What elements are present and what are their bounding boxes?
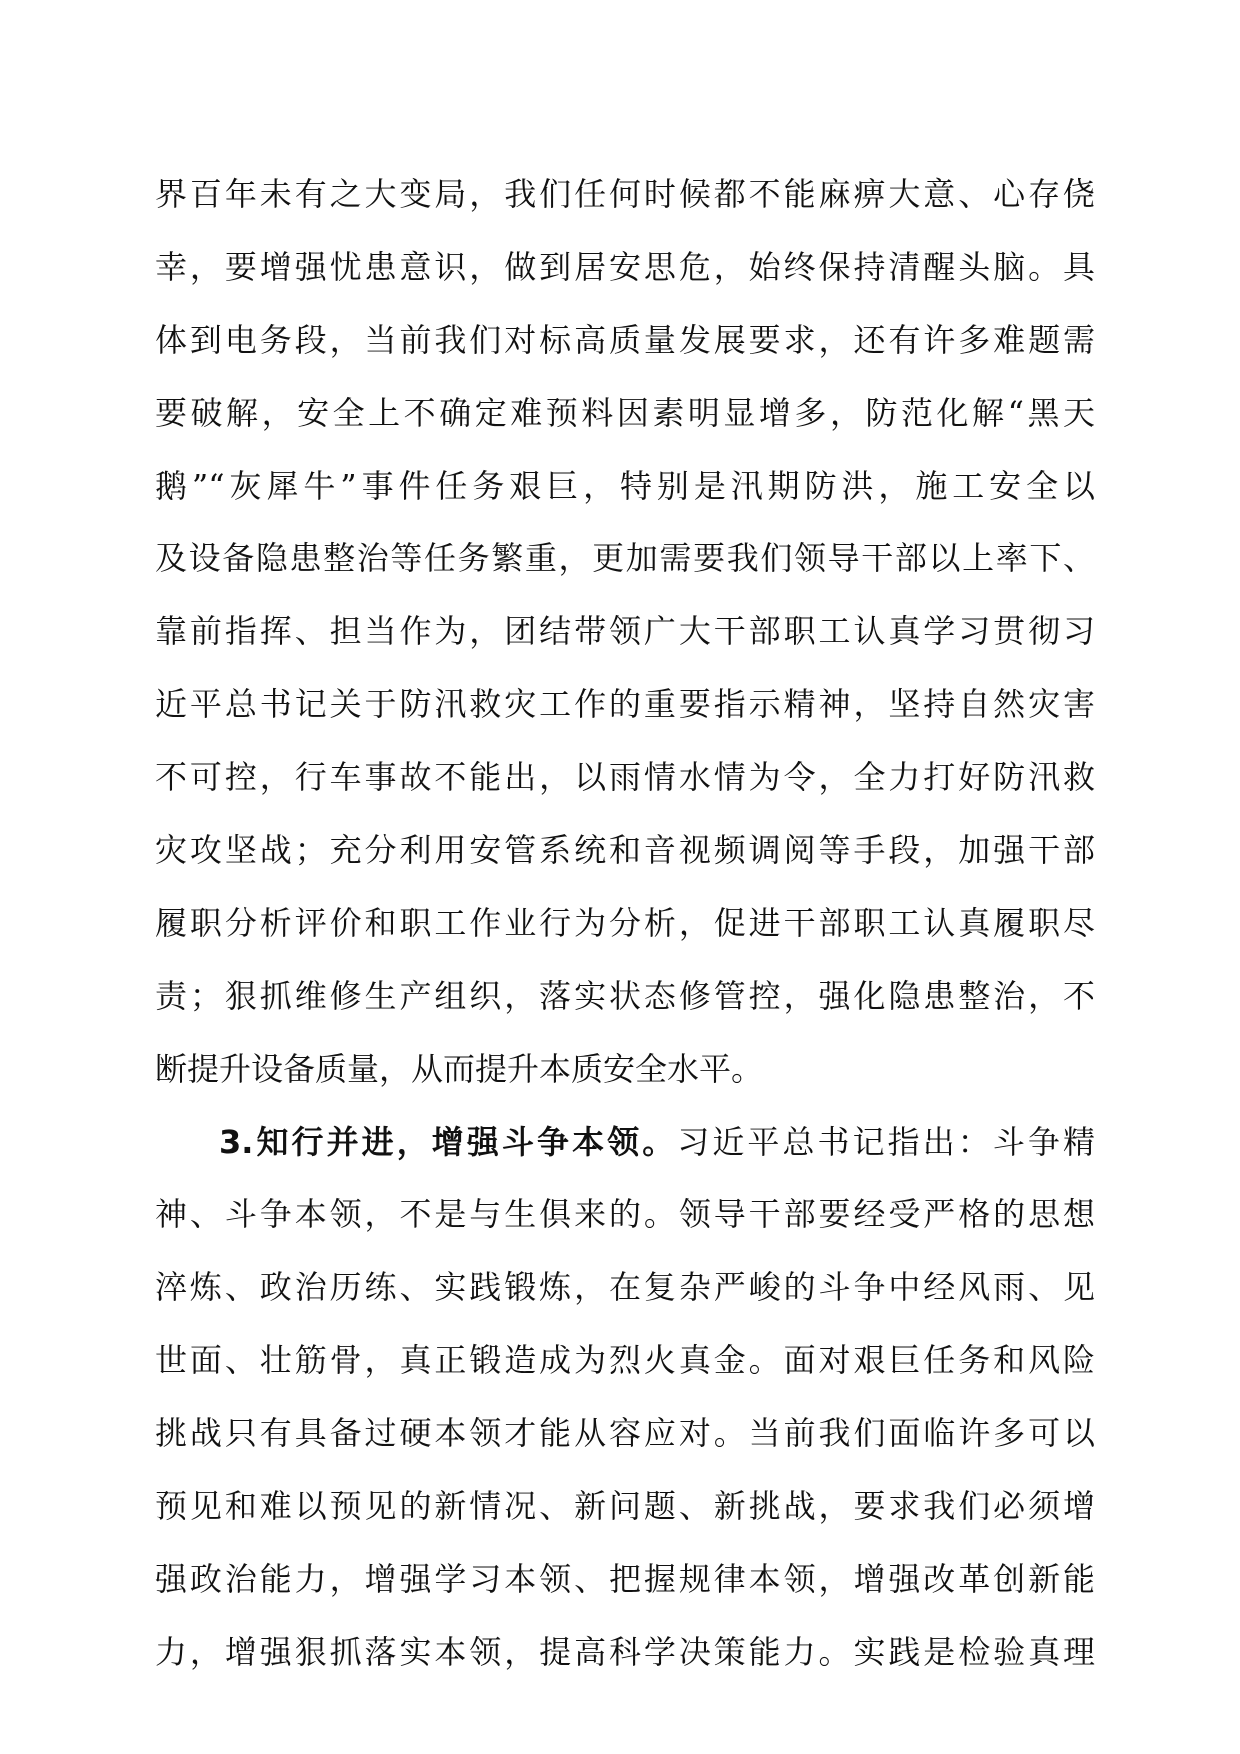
text-line: 力，增强狠抓落实本领，提高科学决策能力。实践是检验真理 — [155, 1632, 1095, 1671]
text-line: 预见和难以预见的新情况、新问题、新挑战，要求我们必须增 — [155, 1487, 1095, 1526]
text-line: 挑战只有具备过硬本领才能从容应对。当前我们面临许多可以 — [155, 1414, 1095, 1453]
text-line: 鹅”“灰犀牛”事件任务艰巨，特别是汛期防洪，施工安全以 — [155, 466, 1095, 505]
text-line: 神、斗争本领，不是与生俱来的。领导干部要经受严格的思想 — [155, 1195, 1095, 1234]
text-line: 世面、壮筋骨，真正锻造成为烈火真金。面对艰巨任务和风险 — [155, 1341, 1095, 1380]
heading-line-rest: 习近平总书记指出：斗争精 — [677, 1122, 1095, 1161]
text-line: 强政治能力，增强学习本领、把握规律本领，增强改革创新能 — [155, 1559, 1095, 1598]
section-heading: 3.知行并进，增强斗争本领。 — [219, 1122, 678, 1161]
text-line: 履职分析评价和职工作业行为分析，促进干部职工认真履职尽 — [155, 903, 1095, 942]
body-text — [155, 158, 1095, 1689]
text-line: 责；狠抓维修生产组织，落实状态修管控，强化隐患整治，不 — [155, 976, 1095, 1015]
text-line: 淬炼、政治历练、实践锻炼，在复杂严峻的斗争中经风雨、见 — [155, 1268, 1095, 1307]
paragraph-1 — [155, 158, 1095, 1106]
text-line: 界百年未有之大变局，我们任何时候都不能麻痹大意、心存侥 — [155, 175, 1095, 213]
text-line: 灾攻坚战；充分利用安管系统和音视频调阅等手段，加强干部 — [155, 831, 1095, 870]
text-line-first — [155, 1106, 1095, 1179]
text-line: 幸，要增强忧患意识，做到居安思危，始终保持清醒头脑。具 — [155, 247, 1095, 286]
text-line: 要破解，安全上不确定难预料因素明显增多，防范化解“黑天 — [155, 393, 1095, 432]
text-line: 及设备隐患整治等任务繁重，更加需要我们领导干部以上率下、 — [155, 539, 1095, 578]
text-line: 靠前指挥、担当作为，团结带领广大干部职工认真学习贯彻习 — [155, 612, 1095, 651]
paragraph-2 — [155, 1106, 1095, 1689]
text-line: 不可控，行车事故不能出，以雨情水情为令，全力打好防汛救 — [155, 758, 1095, 797]
text-line: 体到电务段，当前我们对标高质量发展要求，还有许多难题需 — [155, 320, 1095, 359]
text-line: 近平总书记关于防汛救灾工作的重要指示精神，坚持自然灾害 — [155, 685, 1095, 724]
text-line: 断提升设备质量，从而提升本质安全水平。 — [155, 1049, 764, 1088]
